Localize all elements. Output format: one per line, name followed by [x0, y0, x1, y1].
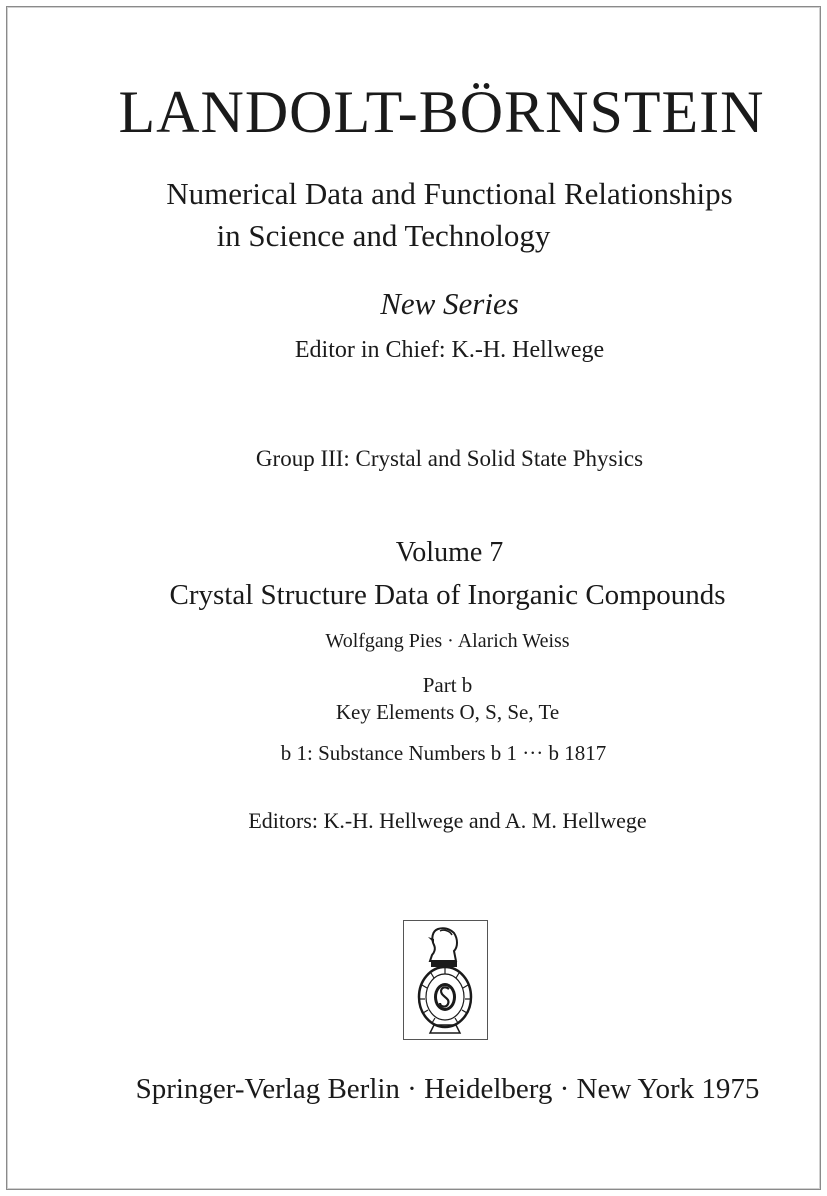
new-series-label: New Series: [380, 286, 519, 321]
group-heading: Group III: Crystal and Solid State Physics: [255, 446, 644, 471]
subtitle-line-2: in Science and Technology: [216, 218, 551, 253]
subtitle-line-1: Numerical Data and Functional Relationships: [166, 176, 733, 211]
volume-number: Volume 7: [395, 537, 504, 568]
publisher-imprint: Springer-Verlag Berlin · Heidelberg · New York 1975: [135, 1073, 760, 1105]
editor-in-chief: Editor in Chief: K.-H. Hellwege: [294, 337, 605, 363]
volume-title: Crystal Structure Data of Inorganic Compounds: [169, 579, 726, 611]
authors: Wolfgang Pies · Alarich Weiss: [325, 630, 570, 652]
series-title: LANDOLT-BÖRNSTEIN: [118, 79, 765, 145]
part-label: Part b: [422, 673, 473, 697]
key-elements: Key Elements O, S, Se, Te: [335, 700, 560, 724]
springer-knight-emblem-icon: [403, 920, 488, 1040]
editors: Editors: K.-H. Hellwege and A. M. Hellwege: [248, 808, 647, 833]
substance-numbers: b 1: Substance Numbers b 1 ··· b 1817: [280, 741, 607, 765]
